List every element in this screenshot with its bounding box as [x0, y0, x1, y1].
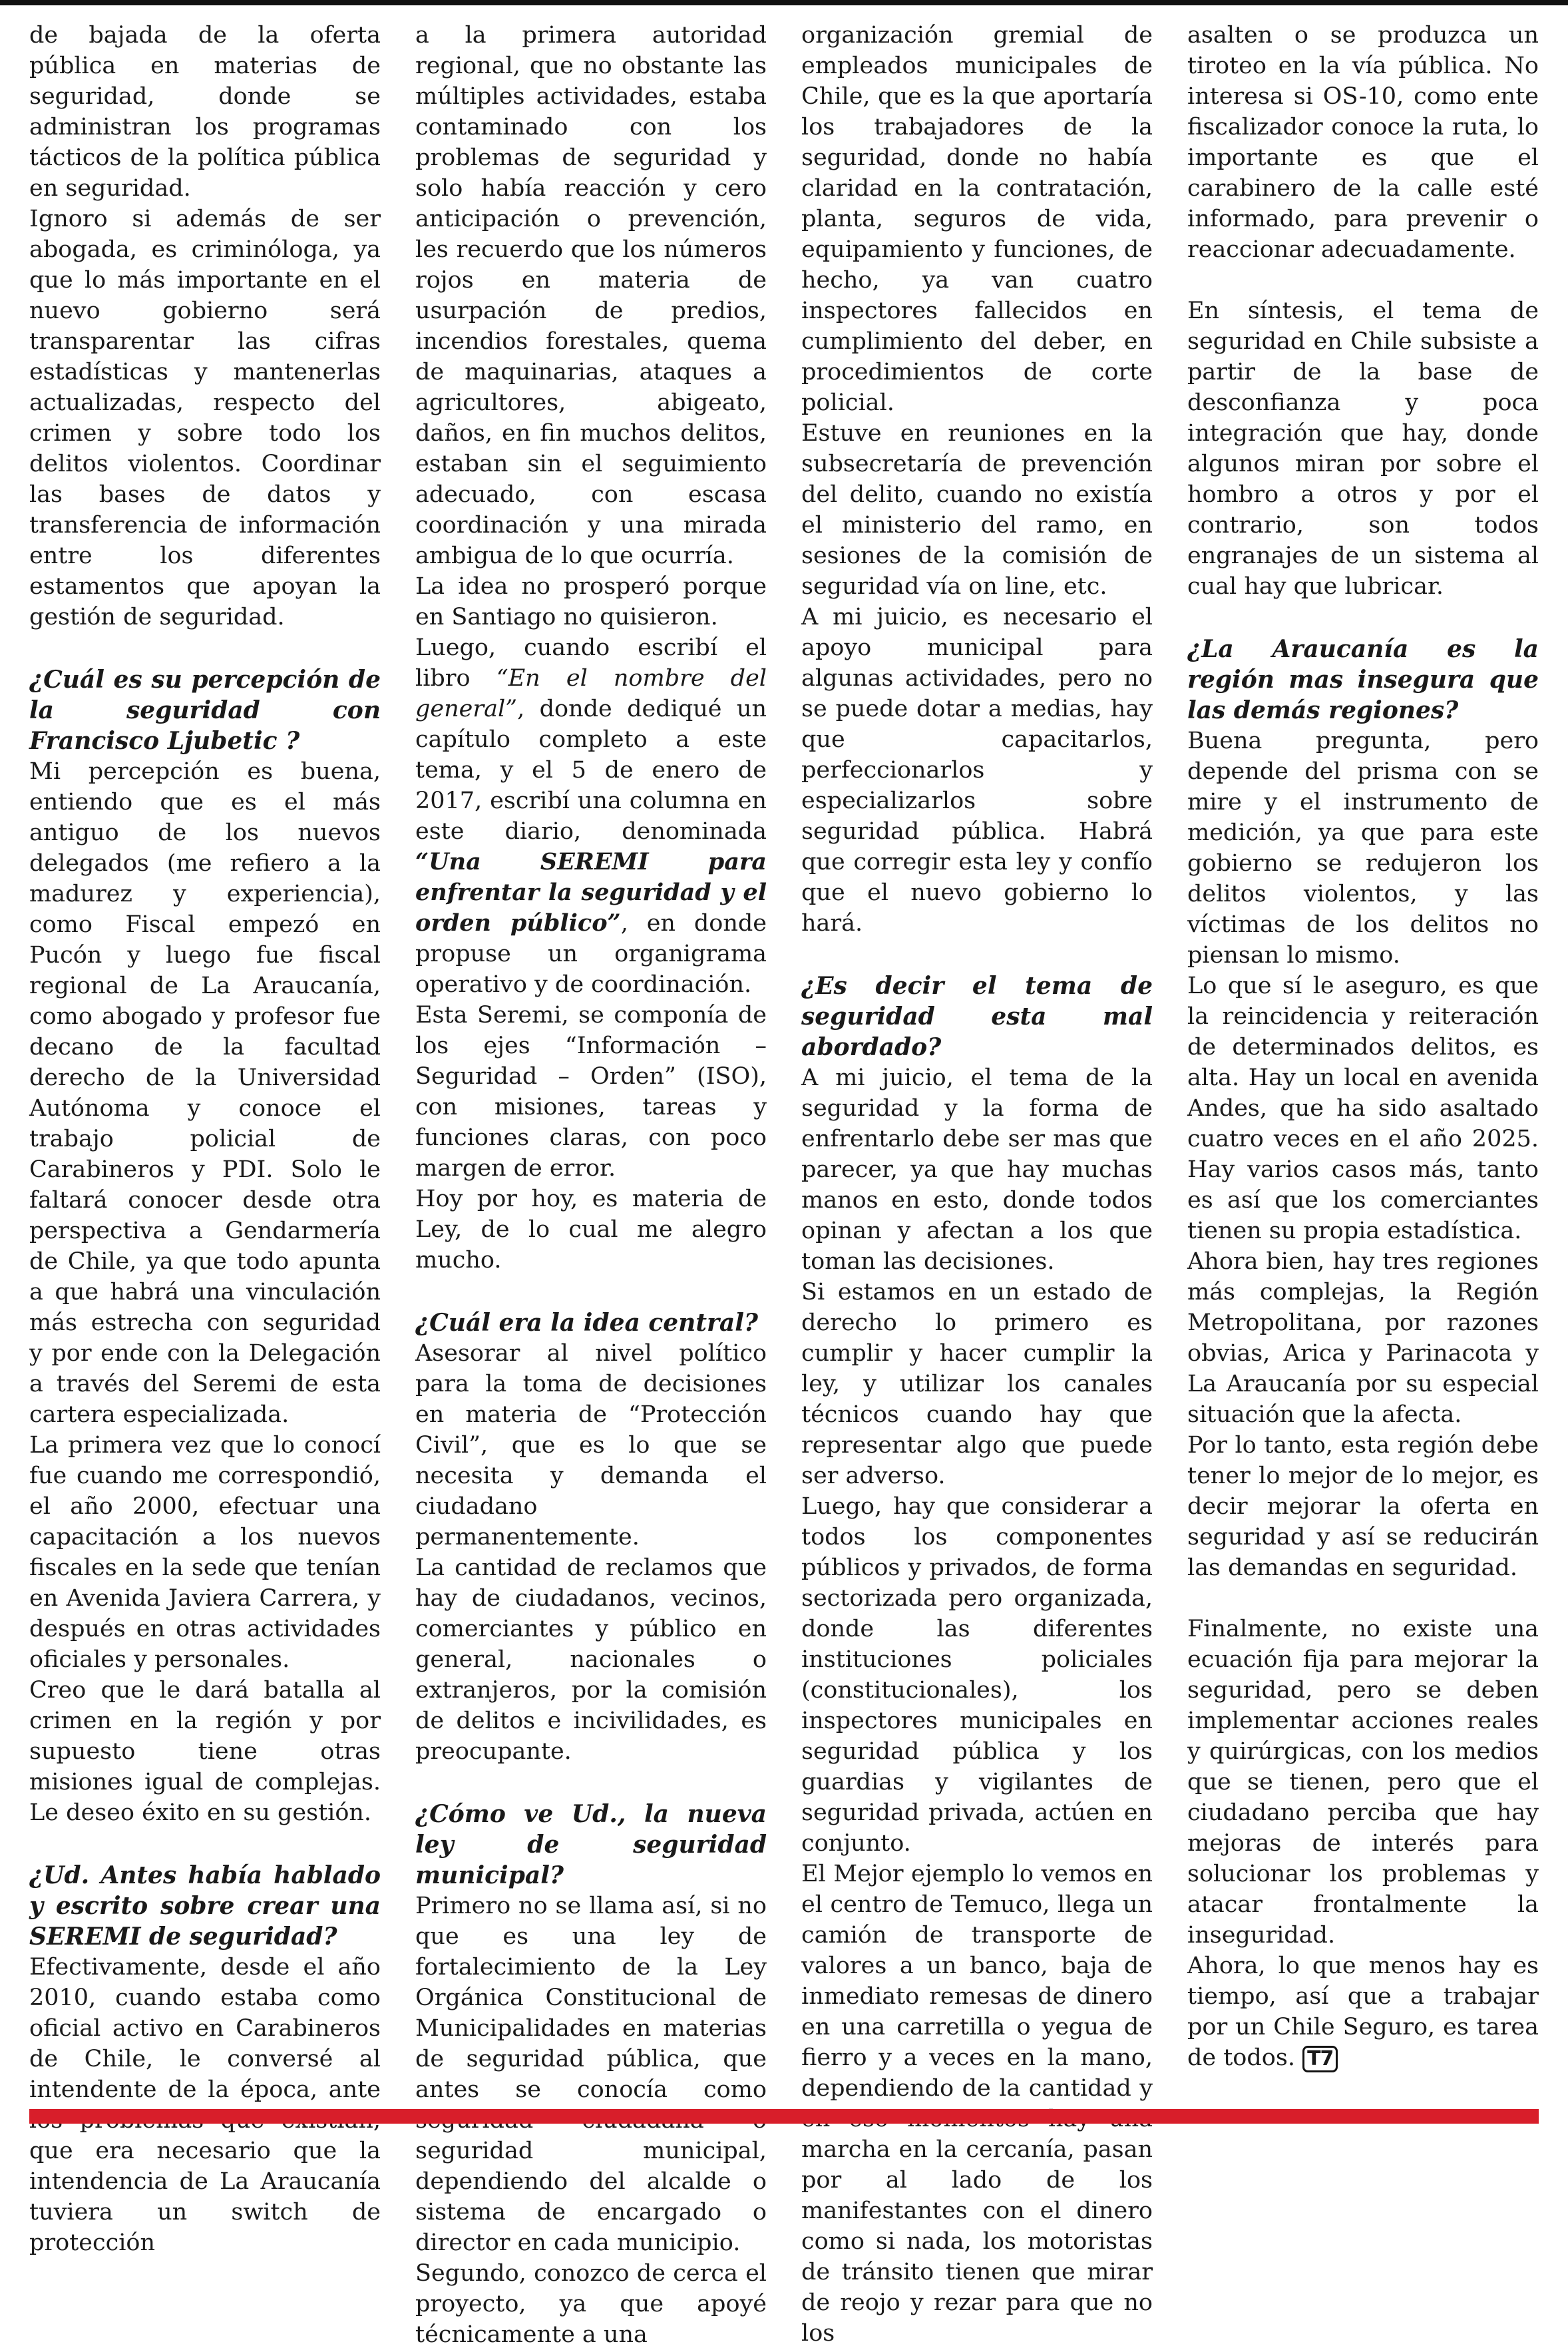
paragraph: Hoy por hoy, es materia de Ley, de lo cual me alegro mucho.	[415, 1186, 767, 1274]
paragraph: A mi juicio, el tema de la seguridad y la forma de enfrentarlo debe ser mas que parecer, ya que hay muchas manos en esto, donde todos opinan y afectan a los que toman las decisiones.	[801, 1064, 1153, 1275]
interview-question: ¿Cuál es su percepción de la seguridad con Francisco Ljubetic ?	[29, 666, 381, 755]
paragraph	[415, 632, 767, 1000]
paragraph: En síntesis, el tema de seguridad en Chile subsiste a partir de la base de desconfianza y poca integración que hay, donde algunos miran por sobre el hombro a otros y por el contrario, son todos engranajes de un sistema al cual hay que lubricar.	[1187, 298, 1539, 600]
paragraph: organización gremial de empleados municipales de Chile, que es la que aportaría los trabajadores de la seguridad, donde no había claridad en la contratación, planta, seguros de vida, equipamiento y funciones, de hecho, ya van cuatro inspectores fallecidos en cumplimiento del deber, en procedimientos de corte policial.	[801, 22, 1153, 416]
newspaper-logo: T7	[1302, 2046, 1338, 2072]
paragraph	[1187, 1951, 1539, 2073]
paragraph: Finalmente, no existe una ecuación fija para mejorar la seguridad, pero se deben implementar acciones reales y quirúrgicas, con los medios que se tienen, pero que el ciudadano perciba que hay mejoras de interés para solucionar los problemas y atacar frontalmente la inseguridad.	[1187, 1616, 1539, 1949]
paragraph: Luego, hay que considerar a todos los componentes públicos y privados, de forma sectorizada pero organizada, donde las diferentes instituciones policiales (constitucionales), los inspectores municipales en seguridad pública y los guardias y vigilantes de seguridad privada, actúen en conjunto.	[801, 1493, 1153, 1857]
paragraph: La cantidad de reclamos que hay de ciudadanos, vecinos, comerciantes y público en general, nacionales o extranjeros, por la comisión de delitos e incivilidades, es preocupante.	[415, 1554, 767, 1765]
paragraph: Efectivamente, desde el año 2010, cuando estaba como oficial activo en Carabineros de Chile, le conversé al intendente de la época, ante que era necesario que la intendencia de La Araucanía tuviera un switch de protección	[29, 1954, 381, 2256]
book-title: “En el nombre del general”	[415, 665, 767, 722]
column-2	[415, 20, 767, 2348]
interview-question: ¿La Araucanía es la región mas insegura que las demás regiones?	[1187, 635, 1539, 724]
paragraph: Segundo, conozco de cerca el proyecto, ya que apoyé técnicamente a una	[415, 2260, 767, 2348]
paragraph: asalten o se produzca un tiroteo en la vía pública. No interesa si OS-10, como ente fiscalizador conoce la ruta, lo importante es que el carabinero de la calle esté informado, para prevenir o reaccionar adecuadamente.	[1187, 22, 1539, 263]
paragraph: de bajada de la oferta pública en materias de seguridad, donde se administran los programas tácticos de la política pública en seguridad.	[29, 22, 381, 202]
paragraph: El Mejor ejemplo lo vemos en el centro de Temuco, llega un camión de transporte de valores a un banco, baja de inmediato remesas de dinero en una carretilla o yegua de fierro y a veces en la mano, dependiendo de la cantidad y marcha en la cercanía, pasan por al lado de los manifestantes con el dinero como si nada, los motoristas de tránsito tienen que mirar de reojo y rezar para que no los	[801, 1861, 1153, 2347]
paragraph: Creo que le dará batalla al crimen en la región y por supuesto tiene otras misiones igual de complejas. Le deseo éxito en su gestión.	[29, 1677, 381, 1826]
paragraph: Si estamos en un estado de derecho lo primero es cumplir y hacer cumplir la ley, y utilizar los canales técnicos cuando hay que representar algo que puede ser adverso.	[801, 1279, 1153, 1489]
paragraph: Primero no se llama así, si no que es una ley de fortalecimiento de la Ley Orgánica Constitucional de Municipalidades en materias de seguridad pública, que antes se conocía como seguridad municipal, dependiendo del alcalde o sistema de encargado o director en cada municipio.	[415, 1893, 767, 2256]
article-page	[29, 20, 1539, 2348]
text-run: , donde dediqué un capítulo completo a este tema, y el 5 de enero de 2017, escribí una columna en este diario, denominada	[415, 696, 767, 845]
text-run: Ahora, lo que menos hay es tiempo, así que a trabajar por un Chile Seguro, es tarea de todos.	[1187, 1953, 1539, 2071]
top-rule	[0, 0, 1568, 5]
paragraph: La idea no prosperó porque en Santiago no quisieron.	[415, 573, 767, 630]
paragraph: Lo que sí le aseguro, es que la reincidencia y reiteración de determinados delitos, es alta. Hay un local en avenida Andes, que ha sido asaltado cuatro veces en el año 2025. Hay varios casos más, tanto es así que los comerciantes tienen su propia estadística.	[1187, 973, 1539, 1244]
column-3	[801, 20, 1153, 2347]
paragraph: La primera vez que lo conocí fue cuando me correspondió, el año 2000, efectuar una capacitación a los nuevos fiscales en la sede que tenían en Avenida Javiera Carrera, y después en otras actividades oficiales y personales.	[29, 1432, 381, 1673]
paragraph: Estuve en reuniones en la subsecretaría de prevención del delito, cuando no existía el ministerio del ramo, en sesiones de la comisión de seguridad vía on line, etc.	[801, 420, 1153, 600]
bottom-accent-bar	[29, 2109, 1539, 2124]
column-1	[29, 20, 381, 2256]
paragraph: a la primera autoridad regional, que no obstante las múltiples actividades, estaba contaminado con los problemas de seguridad y solo había reacción y cero anticipación o prevención, les recuerdo que los números rojos en materia de usurpación de predios, incendios forestales, quema de maquinarias, ataques a agricultores, abigeato, daños, en fin muchos delitos, estaban sin el seguimiento adecuado, con escasa coordinación y una mirada ambigua de lo que ocurría.	[415, 22, 767, 569]
paragraph: Por lo tanto, esta región debe tener lo mejor de lo mejor, es decir mejorar la oferta en seguridad y así se reducirán las demandas en seguridad.	[1187, 1432, 1539, 1581]
interview-question: ¿Es decir el tema de seguridad esta mal abordado?	[801, 972, 1153, 1061]
paragraph: A mi juicio, es necesario el apoyo municipal para algunas actividades, pero no se puede dotar a medias, hay que capacitarlos, perfeccionarlos y especializarlos sobre seguridad pública. Habrá que corregir esta ley y confío que el nuevo gobierno lo hará.	[801, 604, 1153, 937]
paragraph: Ahora bien, hay tres regiones más complejas, la Región Metropolitana, por razones obvias, Arica y Parinacota y La Araucanía por su especial situación que la afecta.	[1187, 1248, 1539, 1428]
paragraph: Ignoro si además de ser abogada, es criminóloga, ya que lo más importante en el nuevo gobierno será transparentar las cifras estadísticas y mantenerlas actualizadas, respecto del crimen y sobre todo los delitos violentos. Coordinar las bases de datos y transferencia de información entre los diferentes estamentos que apoyan la gestión de seguridad.	[29, 206, 381, 630]
column-4	[1187, 20, 1539, 2084]
interview-question: ¿Cuál era la idea central?	[415, 1309, 759, 1337]
paragraph: Asesorar al nivel político para la toma de decisiones en materia de “Protección Civil”, que es lo que se necesita y demanda el ciudadano permanentemente.	[415, 1340, 767, 1550]
text-run: , en donde propuse un organigrama operativo y de coordinación.	[415, 910, 767, 998]
interview-question: ¿Cómo ve Ud., la nueva ley de seguridad municipal?	[415, 1800, 767, 1889]
column-title: “Una SEREMI para enfrentar la seguridad y el orden público”	[415, 848, 767, 937]
paragraph: Esta Seremi, se componía de los ejes “Información – Seguridad – Orden” (ISO), con misiones, tareas y funciones claras, con poco margen de error.	[415, 1002, 767, 1182]
text-run: Luego, cuando escribí el libro	[415, 634, 767, 692]
paragraph: Mi percepción es buena, entiendo que es el más antiguo de los nuevos delegados (me refiero a la madurez y experiencia), como Fiscal empezó en Pucón y luego fue fiscal regional de La Araucanía, como abogado y profesor fue decano de la facultad derecho de la Universidad Autónoma y conoce el trabajo policial de Carabineros y PDI. Solo le faltará conocer desde otra perspectiva a Gendarmería de Chile, ya que todo apunta a que habrá una vinculación más estrecha con seguridad y por ende con la Delegación a través del Seremi de esta cartera especializada.	[29, 758, 381, 1428]
interview-question: ¿Ud. Antes había hablado y escrito sobre crear una SEREMI de seguridad?	[29, 1861, 381, 1951]
paragraph: Buena pregunta, pero depende del prisma con se mire y el instrumento de medición, ya que para este gobierno se redujeron los delitos violentos, y las víctimas de los delitos no piensan lo mismo.	[1187, 728, 1539, 969]
